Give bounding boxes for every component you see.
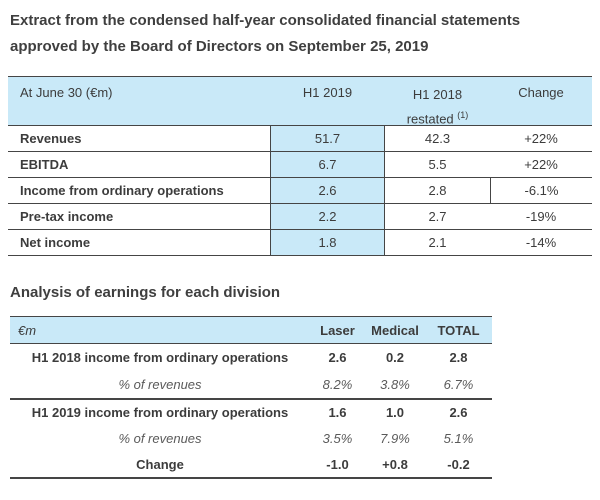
medical-value: +0.8 (382, 457, 408, 472)
medical-value: 1.0 (385, 405, 405, 420)
table-row (10, 371, 492, 398)
h1-2018-value: 42.3 (424, 131, 451, 146)
table1-header-h1-2018 (385, 77, 490, 125)
h1-2018-value: 5.5 (428, 157, 447, 172)
table-row (8, 178, 592, 204)
medical-value: 7.9% (380, 431, 410, 446)
change-value: -19% (525, 209, 557, 224)
row-label: EBITDA (20, 157, 69, 172)
table1-header-h1-2018-line1: H1 2018 (412, 87, 463, 102)
document-title-line2: approved by the Board of Directors on September 25, 2019 (10, 38, 429, 55)
row-label: H1 2018 income from ordinary operations (31, 350, 289, 365)
h1-2019-value: 51.7 (270, 126, 385, 151)
division-earnings-table (10, 316, 492, 479)
change-value: -6.1% (490, 178, 592, 203)
total-value: -0.2 (447, 457, 470, 472)
row-label: Net income (20, 235, 91, 250)
h1-2019-value: 6.7 (270, 152, 385, 177)
table-row (10, 425, 492, 452)
change-value: +22% (524, 131, 558, 146)
row-label: % of revenues (118, 431, 202, 446)
table-row (8, 152, 592, 178)
total-value: 2.8 (449, 350, 468, 365)
table1-header-h1-2019: H1 2019 (302, 85, 353, 100)
table1-header-label: At June 30 (€m) (20, 85, 113, 100)
table-row (10, 452, 492, 479)
table2-header-laser: Laser (320, 322, 355, 338)
medical-value: 0.2 (385, 350, 405, 365)
row-label: Revenues (20, 131, 82, 146)
table-row (8, 126, 592, 152)
row-label: Change (136, 457, 184, 472)
table1-header-h1-2018-line2: restated (406, 111, 454, 127)
table-row (8, 204, 592, 230)
h1-2018-value: 2.7 (428, 209, 447, 224)
h1-2019-value: 2.6 (270, 178, 385, 203)
laser-value: 3.5% (322, 431, 353, 446)
table2-header-unit: €m (18, 322, 37, 338)
table1-header-restated-footnote: (1) (457, 110, 469, 120)
document-title (0, 0, 600, 60)
laser-value: 2.6 (328, 350, 347, 365)
table-row (8, 230, 592, 256)
h1-2019-value: 1.8 (270, 230, 385, 255)
section-title-division-analysis: Analysis of earnings for each division (10, 284, 281, 301)
laser-value: 1.6 (328, 405, 347, 420)
change-value: -14% (525, 235, 557, 250)
total-value: 6.7% (443, 377, 474, 392)
table-row (10, 398, 492, 425)
laser-value: -1.0 (326, 457, 349, 472)
row-label: H1 2019 income from ordinary operations (31, 405, 289, 420)
change-value: +22% (524, 157, 558, 172)
medical-value: 3.8% (380, 377, 410, 392)
financial-statements-table (8, 76, 592, 256)
row-label: % of revenues (118, 377, 202, 392)
h1-2019-value: 2.2 (270, 204, 385, 229)
h1-2018-value: 2.8 (428, 183, 447, 198)
table1-header-change: Change (518, 85, 564, 100)
laser-value: 8.2% (322, 377, 353, 392)
table2-header-total: TOTAL (437, 322, 480, 338)
row-label: Pre-tax income (20, 209, 114, 224)
total-value: 2.6 (449, 405, 468, 420)
row-label: Income from ordinary operations (20, 183, 224, 198)
table2-header-medical: Medical (371, 322, 419, 338)
document-title-line1: Extract from the condensed half-year consolidated financial statements (10, 12, 521, 29)
total-value: 5.1% (443, 431, 474, 446)
table1-header-row (8, 77, 592, 126)
table2-header-row (10, 317, 492, 344)
h1-2018-value: 2.1 (428, 235, 447, 250)
table-row (10, 344, 492, 371)
